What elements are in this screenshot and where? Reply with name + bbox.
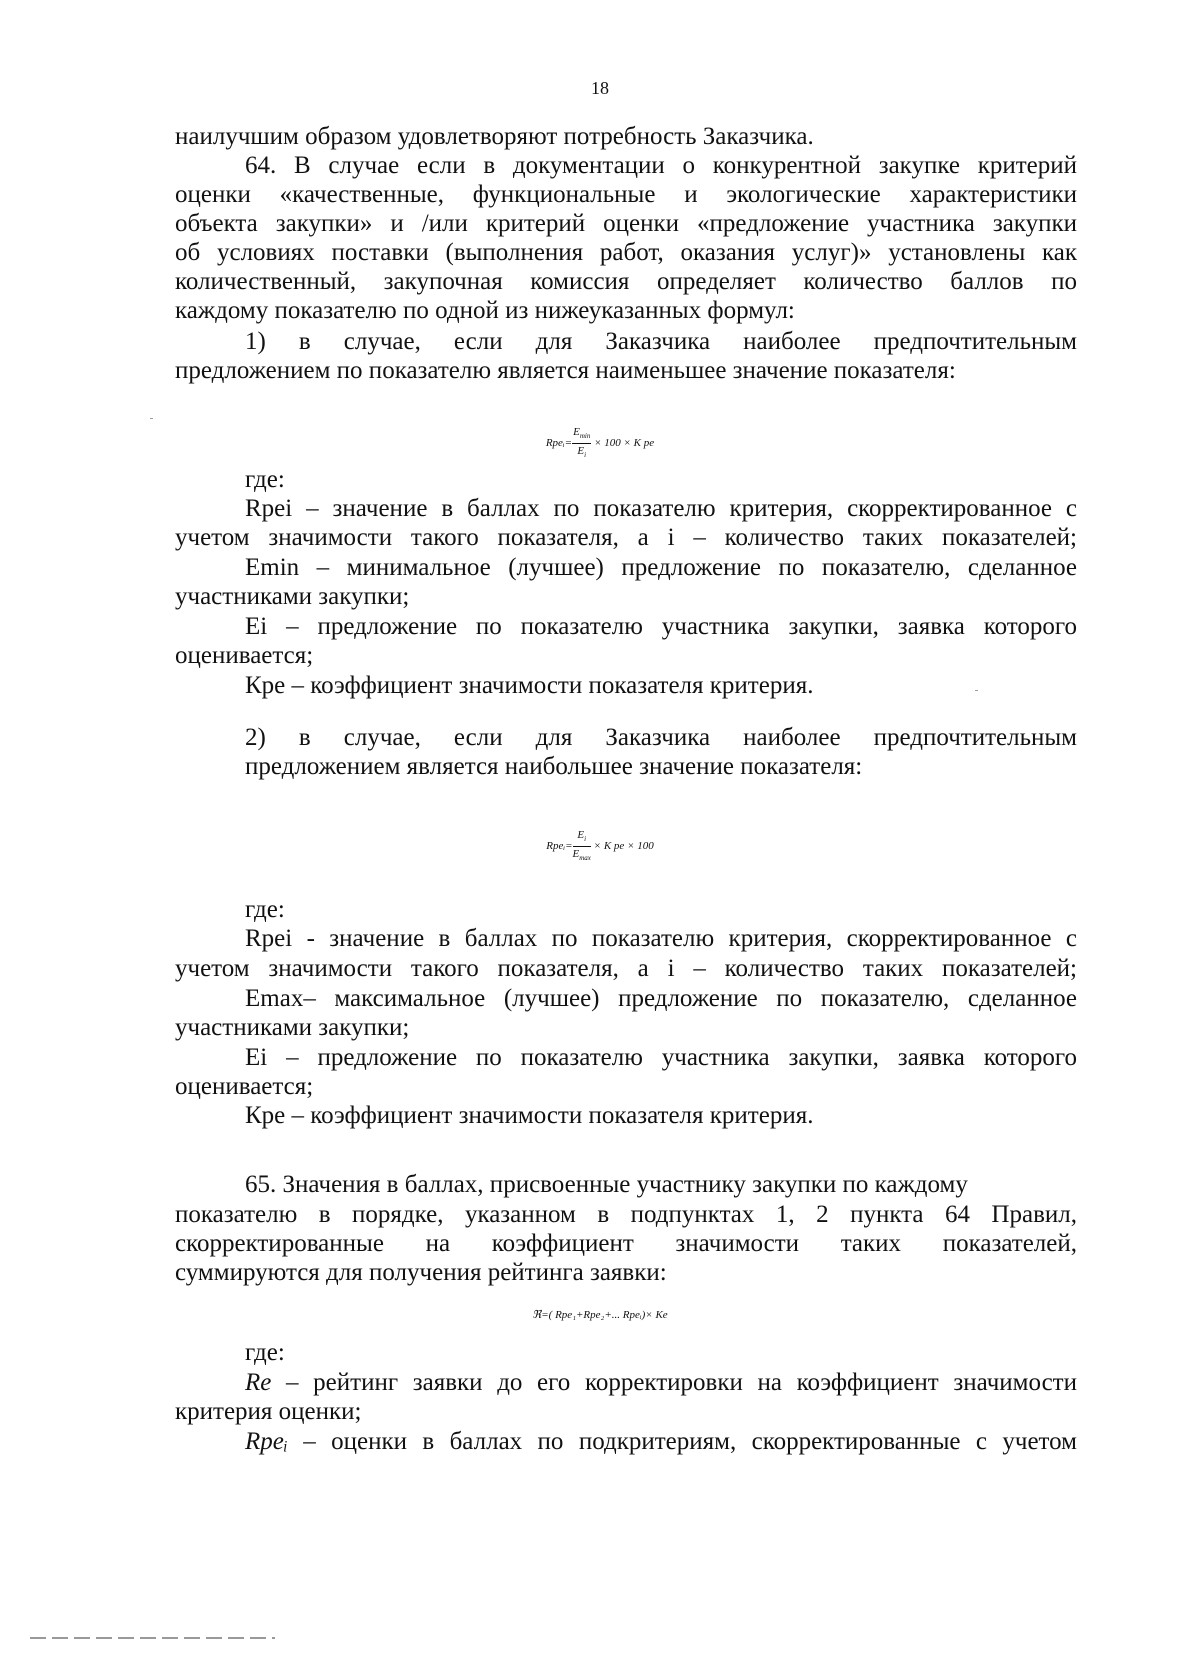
text-line: учетом значимости такого показателя, а i – количество таких показателей; — [175, 524, 1077, 551]
symbol-rpei: Rpeᵢ — [245, 1428, 288, 1455]
where-label: где: — [245, 896, 285, 923]
symbol-re: Re — [245, 1369, 272, 1396]
definition-emax: Emax– максимальное (лучшее) предложение по показателю, сделанное — [245, 985, 1077, 1012]
text-line: наилучшим образом удовлетворяют потребность Заказчика. — [175, 123, 814, 150]
text-line: показателю в порядке, указанном в подпунктах 1, 2 пункта 64 Правил, — [175, 1201, 1077, 1228]
text-line: оценивается; — [175, 642, 314, 669]
definition-kpe: Кре – коэффициент значимости показателя критерия. — [245, 672, 814, 699]
formula-rhs: × 100 × K pe — [594, 437, 655, 450]
definition-rpei-sub: Rpeᵢ – оценки в баллах по подкритериям, скорректированные с учетом — [245, 1428, 1077, 1455]
definition-kpe: Кре – коэффициент значимости показателя критерия. — [245, 1102, 814, 1129]
formula-lhs: Rpeᵢ= — [545, 437, 573, 450]
definition-ei: Ei – предложение по показателю участника закупки, заявка которого — [245, 1044, 1077, 1071]
text-line: оценивается; — [175, 1073, 314, 1100]
formula-fraction: $\frac{E_{min}}{E_i}$ — [573, 426, 591, 460]
definition-emin: Emin – минимальное (лучшее) предложение по показателю, сделанное — [245, 554, 1077, 581]
text-line: количественный, закупочная комиссия определяет количество баллов по — [175, 268, 1077, 295]
text-line: каждому показателю по одной из нижеуказанных формул: — [175, 297, 795, 324]
definition-rpei: Rpei – значение в баллах по показателю критерия, скорректированное с — [245, 495, 1077, 522]
definition-ei: Ei – предложение по показателю участника закупки, заявка которого — [245, 613, 1077, 640]
where-label: где: — [245, 466, 285, 493]
subitem-2: 2) в случае, если для Заказчика наиболее предпочтительным — [245, 724, 1077, 751]
text-line: учетом значимости такого показателя, а i – количество таких показателей; — [175, 955, 1077, 982]
page-number: 18 — [591, 78, 609, 98]
formula-rhs: × K pe × 100 — [593, 840, 654, 853]
where-label: где: — [245, 1339, 285, 1366]
formula-rating: ℜ=( Rpe₁+Rpe₂+... Rpeᵢ)× Ke — [532, 1309, 668, 1321]
text-line: оценки «качественные, функциональные и экологические характеристики — [175, 181, 1077, 208]
formula-min — [0, 425, 1200, 462]
text-line: участниками закупки; — [175, 1014, 410, 1041]
formula-fraction: $\frac{E_i}{E_{max}}$ — [572, 829, 591, 863]
text-line: предложением по показателю является наименьшее значение показателя: — [175, 357, 956, 384]
text-line: критерия оценки; — [175, 1398, 362, 1425]
text-line: участниками закупки; — [175, 583, 410, 610]
scan-speck — [150, 418, 153, 419]
formula-lhs: Rpeᵢ= — [546, 840, 573, 853]
definition-rpei: Rpei - значение в баллах по показателю критерия, скорректированное с — [245, 925, 1077, 952]
text-line: предложением является наибольшее значение показателя: — [245, 753, 863, 780]
formula-max — [0, 828, 1200, 865]
scan-speck — [975, 690, 978, 691]
scan-artifact — [30, 1637, 275, 1639]
definition-re: Re – рейтинг заявки до его корректировки на коэффициент значимости — [245, 1369, 1077, 1396]
paragraph-64-start: 64. В случае если в документации о конкурентной закупке критерий — [245, 152, 1077, 179]
text-line: суммируются для получения рейтинга заявки: — [175, 1259, 667, 1286]
text-line: объекта закупки» и /или критерий оценки «предложение участника закупки — [175, 210, 1077, 237]
subitem-1: 1) в случае, если для Заказчика наиболее предпочтительным — [245, 328, 1077, 355]
paragraph-65-start: 65. Значения в баллах, присвоенные участнику закупки по каждому — [245, 1171, 968, 1198]
text-line: об условиях поставки (выполнения работ, оказания услуг)» установлены как — [175, 239, 1077, 266]
text-line: скорректированные на коэффициент значимости таких показателей, — [175, 1230, 1077, 1257]
